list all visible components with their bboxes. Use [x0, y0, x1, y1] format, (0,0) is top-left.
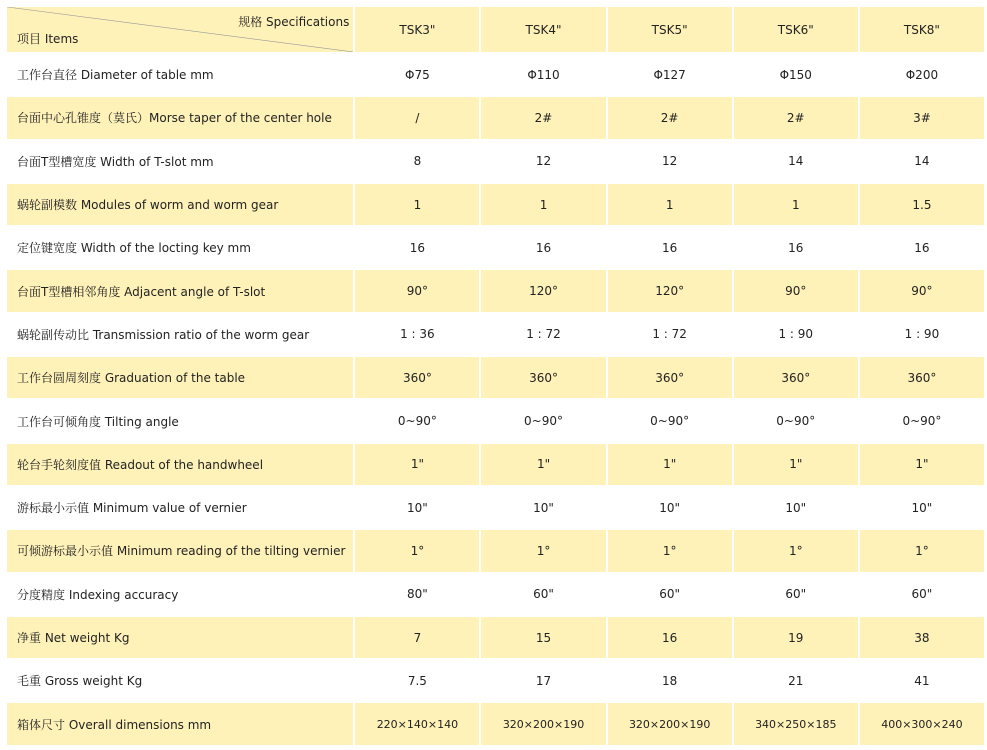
cell-value: 8 — [355, 141, 479, 182]
table-row — [7, 227, 984, 268]
table-row — [7, 184, 984, 225]
cell-value: 10" — [355, 487, 479, 528]
cell-value: Φ75 — [355, 54, 479, 95]
cell-value: 12 — [481, 141, 605, 182]
table-row — [7, 660, 984, 701]
cell-value: 60" — [608, 574, 732, 615]
table-row — [7, 617, 984, 658]
cell-value: 38 — [860, 617, 984, 658]
cell-value: 400×300×240 — [860, 703, 984, 744]
cell-value: 2# — [734, 97, 858, 138]
row-label: 台面T型槽宽度 Width of T-slot mm — [7, 141, 353, 182]
cell-value: 16 — [608, 227, 732, 268]
table-row — [7, 487, 984, 528]
cell-value: 1 : 72 — [481, 314, 605, 355]
header-row — [7, 7, 984, 52]
cell-value: 1° — [860, 530, 984, 571]
cell-value: 10" — [860, 487, 984, 528]
cell-value: 360° — [481, 357, 605, 398]
cell-value: 0~90° — [860, 400, 984, 441]
cell-value: 60" — [860, 574, 984, 615]
row-label: 轮台手轮刻度值 Readout of the handwheel — [7, 444, 353, 485]
cell-value: 1° — [481, 530, 605, 571]
cell-value: 90° — [860, 270, 984, 311]
cell-value: 90° — [355, 270, 479, 311]
cell-value: 1.5 — [860, 184, 984, 225]
cell-value: 16 — [355, 227, 479, 268]
row-label: 台面T型槽相邻角度 Adjacent angle of T-slot — [7, 270, 353, 311]
table-row — [7, 314, 984, 355]
cell-value: 41 — [860, 660, 984, 701]
table-row — [7, 270, 984, 311]
cell-value: 1 : 90 — [860, 314, 984, 355]
row-label: 工作台可倾角度 Tilting angle — [7, 400, 353, 441]
table-row — [7, 54, 984, 95]
cell-value: Φ127 — [608, 54, 732, 95]
cell-value: 320×200×190 — [481, 703, 605, 744]
cell-value: 1" — [734, 444, 858, 485]
cell-value: 1 : 72 — [608, 314, 732, 355]
cell-value: 60" — [734, 574, 858, 615]
cell-value: / — [355, 97, 479, 138]
cell-value: 360° — [734, 357, 858, 398]
cell-value: Φ110 — [481, 54, 605, 95]
table-row — [7, 141, 984, 182]
items-label: 项目 Items — [17, 32, 79, 46]
cell-value: 10" — [481, 487, 605, 528]
cell-value: 320×200×190 — [608, 703, 732, 744]
cell-value: 1 — [608, 184, 732, 225]
corner-header-cell — [7, 7, 353, 52]
cell-value: 1" — [355, 444, 479, 485]
row-label: 工作台直径 Diameter of table mm — [7, 54, 353, 95]
cell-value: 1" — [860, 444, 984, 485]
cell-value: 1 : 36 — [355, 314, 479, 355]
table-row — [7, 530, 984, 571]
row-label: 可倾游标最小示值 Minimum reading of the tilting vernier — [7, 530, 353, 571]
cell-value: 120° — [481, 270, 605, 311]
cell-value: 15 — [481, 617, 605, 658]
row-label: 工作台圆周刻度 Graduation of the table — [7, 357, 353, 398]
cell-value: 16 — [734, 227, 858, 268]
cell-value: 10" — [734, 487, 858, 528]
cell-value: 10" — [608, 487, 732, 528]
cell-value: 1" — [608, 444, 732, 485]
cell-value: 2# — [481, 97, 605, 138]
cell-value: 120° — [608, 270, 732, 311]
row-label: 蜗轮副传动比 Transmission ratio of the worm gear — [7, 314, 353, 355]
cell-value: 21 — [734, 660, 858, 701]
cell-value: 0~90° — [734, 400, 858, 441]
row-label: 台面中心孔锥度（莫氏）Morse taper of the center hole — [7, 97, 353, 138]
cell-value: 1° — [734, 530, 858, 571]
row-label: 分度精度 Indexing accuracy — [7, 574, 353, 615]
cell-value: 16 — [481, 227, 605, 268]
row-label: 毛重 Gross weight Kg — [7, 660, 353, 701]
cell-value: 2# — [608, 97, 732, 138]
model-header: TSK3" — [355, 7, 479, 52]
cell-value: 90° — [734, 270, 858, 311]
cell-value: 3# — [860, 97, 984, 138]
model-header: TSK6" — [734, 7, 858, 52]
cell-value: 19 — [734, 617, 858, 658]
cell-value: 7 — [355, 617, 479, 658]
model-header: TSK4" — [481, 7, 605, 52]
row-label: 箱体尺寸 Overall dimensions mm — [7, 703, 353, 744]
cell-value: 0~90° — [608, 400, 732, 441]
cell-value: 1 — [355, 184, 479, 225]
table-row — [7, 400, 984, 441]
table-row — [7, 357, 984, 398]
cell-value: 12 — [608, 141, 732, 182]
table-row — [7, 574, 984, 615]
cell-value: 7.5 — [355, 660, 479, 701]
cell-value: 360° — [608, 357, 732, 398]
table-body — [7, 54, 984, 745]
model-header: TSK5" — [608, 7, 732, 52]
cell-value: 18 — [608, 660, 732, 701]
cell-value: 14 — [734, 141, 858, 182]
row-label: 定位键宽度 Width of the locting key mm — [7, 227, 353, 268]
cell-value: 0~90° — [481, 400, 605, 441]
specifications-label: 规格 Specifications — [238, 15, 350, 29]
cell-value: 16 — [860, 227, 984, 268]
model-header: TSK8" — [860, 7, 984, 52]
cell-value: 340×250×185 — [734, 703, 858, 744]
cell-value: 17 — [481, 660, 605, 701]
table-row — [7, 97, 984, 138]
row-label: 蜗轮副模数 Modules of worm and worm gear — [7, 184, 353, 225]
cell-value: 80" — [355, 574, 479, 615]
cell-value: 360° — [355, 357, 479, 398]
cell-value: 14 — [860, 141, 984, 182]
cell-value: 1 : 90 — [734, 314, 858, 355]
table-row — [7, 703, 984, 744]
cell-value: Φ200 — [860, 54, 984, 95]
cell-value: 1° — [608, 530, 732, 571]
cell-value: 16 — [608, 617, 732, 658]
cell-value: 60" — [481, 574, 605, 615]
cell-value: 220×140×140 — [355, 703, 479, 744]
cell-value: 1" — [481, 444, 605, 485]
row-label: 净重 Net weight Kg — [7, 617, 353, 658]
cell-value: 1° — [355, 530, 479, 571]
cell-value: 1 — [734, 184, 858, 225]
cell-value: 360° — [860, 357, 984, 398]
row-label: 游标最小示值 Minimum value of vernier — [7, 487, 353, 528]
cell-value: Φ150 — [734, 54, 858, 95]
cell-value: 0~90° — [355, 400, 479, 441]
table-row — [7, 444, 984, 485]
cell-value: 1 — [481, 184, 605, 225]
specifications-table — [5, 5, 986, 747]
